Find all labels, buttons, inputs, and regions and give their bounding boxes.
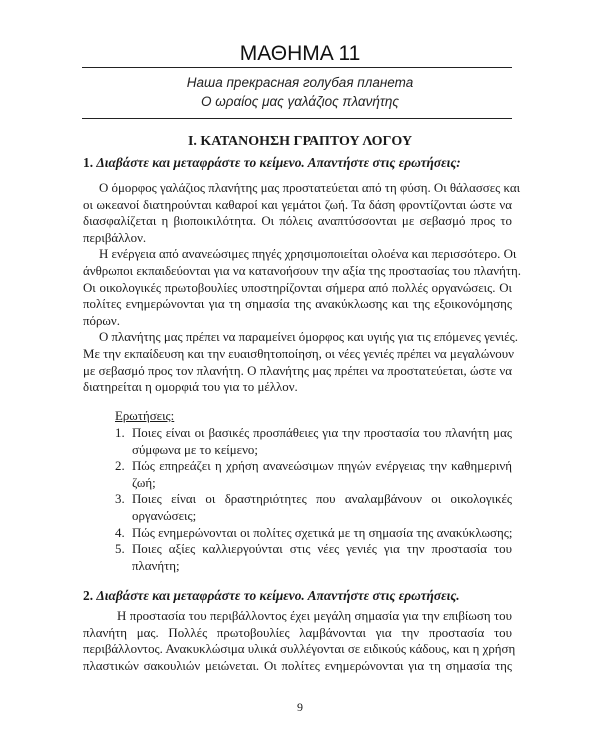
- question-item: [115, 541, 512, 574]
- text-line: Ο όμορφος γαλάζιος πλανήτης μας προστατεύεται από τη φύση. Οι θάλασσες και: [99, 181, 521, 195]
- question-item: [115, 458, 512, 491]
- question-line: Πώς επηρεάζει η χρήση ανανεώσιμων πηγών ενέργειας την καθημερινή: [132, 459, 512, 474]
- text-line: διατηρείται η ομορφιά του για το μέλλον.: [83, 380, 298, 395]
- question-number: 2.: [115, 459, 125, 474]
- text-line: διασφαλίζεται η βιοποικιλότητα. Οι πόλεις αναπτύσσονται με σεβασμό προς το: [83, 214, 512, 229]
- question-line: οργανώσεις;: [132, 508, 197, 523]
- text-line: πλανήτη μας. Πολλές πρωτοβουλίες λαμβάνονται για την προστασία του: [83, 625, 512, 640]
- questions-list: [115, 425, 512, 574]
- lesson-title: ΜΑΘΗΜΑ 11: [239, 42, 361, 65]
- text-line: περιβάλλον.: [83, 230, 147, 245]
- question-line: Ποιες είναι οι βασικές προσπάθειες για την προστασία του πλανήτη μας: [132, 426, 512, 440]
- question-line: πλανήτη;: [132, 558, 180, 573]
- question-number: 3.: [115, 492, 125, 507]
- question-line: Ποιες αξίες καλλιεργούνται στις νέες γενιές για την προστασία του: [132, 542, 512, 557]
- subtitle-greek: Ο ωραίος μας γαλάζιος πλανήτης: [201, 94, 399, 109]
- exercise-2-text: [83, 608, 516, 674]
- exercise-number: 1.: [83, 155, 94, 170]
- page-number: 9: [297, 700, 303, 714]
- text-line: πλαστικών σακουλιών μειώνεται. Οι πολίτες ενημερώνονται για τη σημασία της: [83, 658, 512, 673]
- text-line: Οι οικολογικές πρωτοβουλίες υποστηρίζονται σήμερα από πολλές οργανώσεις. Οι: [83, 280, 512, 295]
- question-number: 1.: [115, 426, 125, 440]
- text-line: πόρων.: [83, 313, 120, 328]
- section-heading: I. ΚΑΤΑΝΟΗΣΗ ΓΡΑΠΤΟΥ ΛΟΓΟΥ: [187, 134, 413, 149]
- title-rule-bottom: [82, 118, 512, 119]
- text-line: Ο πλανήτης μας πρέπει να παραμείνει όμορφος και υγιής για τις επόμενες γενιές.: [99, 330, 518, 345]
- exercise-1-heading: [83, 155, 461, 171]
- question-line: ζωή;: [132, 475, 156, 490]
- text-line: πολίτες ενημερώνονται για τη σημασία της ανακύκλωσης και της εξοικονόμησης: [83, 297, 512, 312]
- question-line: Ποιες είναι οι δραστηριότητες που αναλαμβάνουν οι οικολογικές: [132, 492, 512, 507]
- exercise-instruction: Διαβάστε και μεταφράστε το κείμενο. Απαντήστε στις ερωτήσεις:: [96, 155, 461, 170]
- question-item: [115, 425, 512, 458]
- exercise-instruction: Διαβάστε και μεταφράστε το κείμενο. Απαντήστε στις ερωτήσεις.: [96, 588, 460, 603]
- title-rule-top: [82, 67, 512, 68]
- text-line: περιβάλλοντος. Ανακυκλώσιμα υλικά συλλέγονται σε ειδικούς κάδους, και η χρήση: [83, 642, 516, 657]
- text-line: Η ενέργεια από ανανεώσιμες πηγές χρησιμοποιείται ολοένα και περισσότερο. Οι: [99, 247, 517, 262]
- question-number: 5.: [115, 542, 125, 557]
- text-line: Η προστασία του περιβάλλοντος έχει μεγάλη σημασία για την επιβίωση του: [117, 609, 512, 623]
- question-item: [115, 525, 512, 542]
- subtitle-russian: Наша прекрасная голубая планета: [186, 75, 414, 90]
- text-line: οι ωκεανοί διατηρούνται καθαροί και γεμάτοι ζωή. Τα δάση φροντίζονται ώστε να: [83, 197, 512, 212]
- question-item: [115, 491, 512, 524]
- exercise-1-text: [83, 180, 521, 396]
- exercise-2-heading: [83, 588, 460, 604]
- text-line: Με την εκπαίδευση και την ευαισθητοποίηση, οι νέες γενιές πρέπει να μεγαλώνουν: [83, 346, 514, 361]
- question-number: 4.: [115, 525, 125, 540]
- question-line: Πώς ενημερώνονται οι πολίτες σχετικά με τη σημασία της ανακύκλωσης;: [132, 525, 513, 540]
- questions-label: Ερωτήσεις:: [115, 409, 175, 423]
- text-line: άνθρωποι εκπαιδεύονται για να κατανοήσουν την αξία της προστασίας του πλανήτη.: [83, 263, 521, 278]
- text-line: με σεβασμό προς τον πλανήτη. Ο πλανήτης μας πρέπει να προστατεύεται, ώστε να: [83, 363, 512, 378]
- question-line: σύμφωνα με το κείμενο;: [132, 442, 258, 457]
- exercise-number: 2.: [83, 588, 94, 603]
